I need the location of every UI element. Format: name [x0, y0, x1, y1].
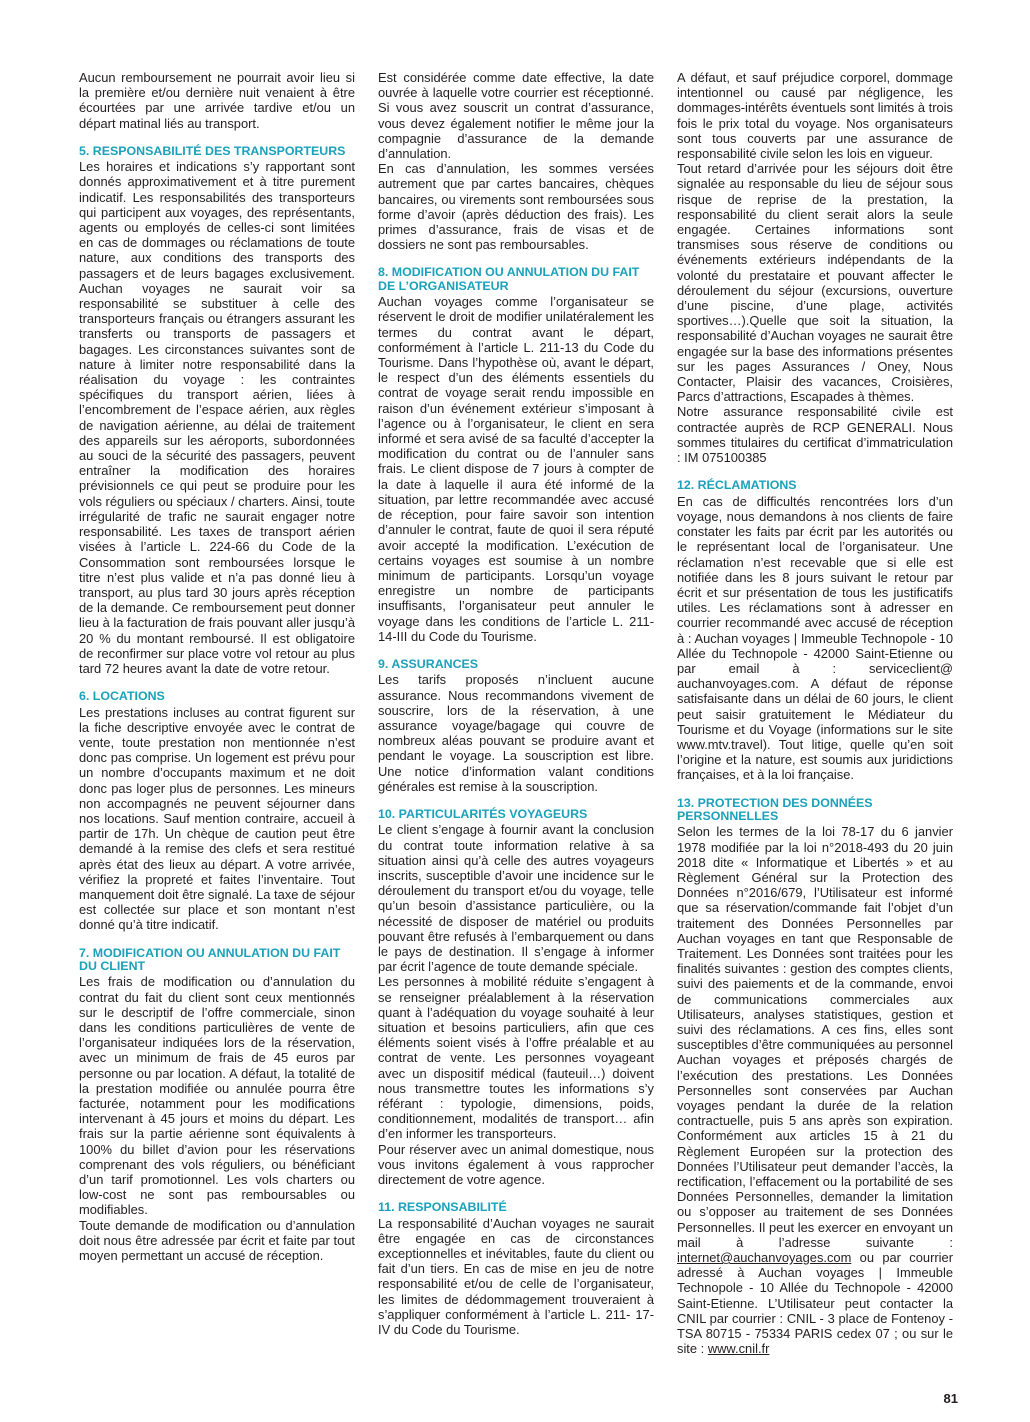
paragraph: La responsabilité d’Auchan voyages ne saurait être engagée en cas de circonstances exceptionnelles et inévitables, faute du client ou fait d’un tiers. En cas de mise en jeu de notre responsabilité et/ou de celle de l’organisateur, les limites de dédommagement trouveraient à s’appliquer conformément à l’article L. 211- 17-IV du Code du Tourisme. [378, 1215, 654, 1338]
cnil-link[interactable]: www.cnil.fr [707, 1341, 770, 1357]
paragraph: En cas d’annulation, les sommes versées autrement que par cartes bancaires, chèques bancaires, ou virements sont remboursées sous forme d’avoir (après déduction des frais). Les primes d’assurance, frais de visas et de dossiers ne sont pas remboursables. [378, 161, 654, 253]
paragraph: Auchan voyages comme l’organisateur se réservent le droit de modifier unilatéralement les termes du contrat avant le départ, conformément à l’article L. 211-13 du Code du Tourisme. Dans l’hypothèse où, avant le départ, le respect d’un des éléments essentiels du contrat de voyage serait rendu impossible en raison d’un événement extérieur s’imposant à l’agence ou à l’organisateur, le client en sera informé et sera avisé de sa faculté d’accepter la modification du contrat ou de l’annuler sans frais. Le client dispose de 7 jours à compter de la date à laquelle il aura été informé de la situation, par lettre recommandée avec accusé de réception, pour faire savoir son intention d’annuler le contrat, faute de quoi il sera réputé avoir accepté la modification. L’exécution de certains voyages est soumise à un nombre minimum de participants. Lorsqu’un voyage enregistre un nombre de participants insuffisants, l’organisateur peut annuler le voyage dans les conditions de l’article L. 211-14-III du Code du Tourisme. [378, 294, 654, 644]
column-1 [79, 70, 355, 1263]
section-title-13: 13. PROTECTION DES DONNÉES PERSONNELLES [677, 795, 873, 823]
paragraph: Aucun remboursement ne pourrait avoir lieu si la première et/ou dernière nuit venaient à être écourtées par une arrivée tardive et/ou un départ matinal liés au transport. [79, 70, 355, 131]
section-title-5: 5. RESPONSABILITÉ DES TRANSPORTEURS [79, 143, 346, 158]
section-title-9: 9. ASSURANCES [378, 656, 479, 671]
paragraph-data-protection [677, 824, 953, 1356]
column-2 [378, 70, 654, 1337]
text: ou par courrier adressé à Auchan voyages | Immeuble Technopole - 10 Allée du Technopole - 42000 Saint-Etienne. L’Utilisateur peut contacter la CNIL par courrier : CNIL - 3 place de Fontenoy - TSA 80715 - 75334 PARIS cedex 07 ; ou sur le site : [677, 1250, 953, 1357]
paragraph: Notre assurance responsabilité civile est contractée auprès de RCP GENERALI. Nous sommes titulaires du certificat d’immatriculation : IM 075100385 [677, 404, 953, 466]
paragraph: Est considérée comme date effective, la date ouvrée à laquelle votre courrier est réceptionné. Si vous avez souscrit un contrat d’assurance, vous devez également notifier le même jour la compagnie d’assurance de la demande d’annulation. [378, 70, 654, 162]
paragraph: Les tarifs proposés n’incluent aucune assurance. Nous recommandons vivement de souscrire, lors de la réservation, à une assurance voyage/bagage qui couvre de nombreux aléas pouvant se produire avant et pendant le voyage. La souscription est libre. Une notice d’information valant conditions générales est remise à la souscription. [378, 672, 654, 794]
paragraph: Les personnes à mobilité réduite s’engagent à se renseigner préalablement à la réservation quant à l’adéquation du voyage souhaité à leur situation et besoins particuliers, afin que ces éléments soient visés à l’offre préalable et au contrat de vente. Les personnes voyageant avec un dispositif médical (fauteuil…) doivent nous transmettre toutes les informations s’y référant : typologie, dimensions, poids, conditionnement, modalités de transport… afin d’en informer les transporteurs. [378, 974, 654, 1142]
section-title-11: 11. RESPONSABILITÉ [378, 1200, 507, 1215]
section-title-10: 10. PARTICULARITÉS VOYAGEURS [378, 806, 588, 821]
section-title-6: 6. LOCATIONS [79, 689, 165, 704]
email-link[interactable]: internet@auchanvoyages.com [677, 1250, 852, 1266]
paragraph: Les prestations incluses au contrat figurent sur la fiche descriptive envoyée avec le contrat de vente, toute prestation non mentionnée n’est donc pas comprise. Un logement est prévu pour un nombre d’occupants maximum et ne doit donc pas loger plus de personnes. Les mineurs non accompagnés ne peuvent séjourner dans nos locations. Sauf mention contraire, accueil à partir de 17h. Un chèque de caution peut être demandé à la remise des clefs et sera restitué après état des lieux au départ. A votre arrivée, vérifiez la propreté et faites l’inventaire. Tout manquement doit être signalé. La taxe de séjour est collectée sur place et son montant n’est donné qu’à titre indicatif. [79, 704, 355, 933]
paragraph: Tout retard d’arrivée pour les séjours doit être signalée au responsable du lieu de séjour sous risque de reprise de la prestation, la responsabilité du client serait alors la seule engagée. Certaines informations sont transmises sous réserve de conditions ou événements extérieurs indépendants de la volonté du prestataire et pouvant affecter le déroulement du séjour (excursions, ouverture d’une piscine, d’une plage, activités sportives…).Quelle que soit la situation, la responsabilité d’Auchan voyages ne saurait être engagée sur la base des informations présentes sur les pages Assurances / Oney, Nous Contacter, Plaisir des vacances, Croisières, Parcs d’attractions, Escapades à thèmes. [677, 161, 953, 405]
section-title-8: 8. MODIFICATION OU ANNULATION DU FAIT DE L’ORGANISATEUR [378, 265, 640, 293]
paragraph: Toute demande de modification ou d’annulation doit nous être adressée par écrit et faite par tout moyen permettant un accusé de réception. [79, 1217, 355, 1264]
column-3 [677, 70, 953, 1356]
text: Selon les termes de la loi 78-17 du 6 janvier 1978 modifiée par la loi n°2018-493 du 20 juin 2018 dite « Informatique et Libertés » et au Règlement Général sur la Protection des Données n°2016/679, l’Utilisateur est informé que sa réservation/commande fait l’objet d’un traitement des Données Personnelles par Auchan voyages en tant que Responsable de Traitement. Les Données sont traitées pour les finalités suivantes : gestion des comptes clients, suivi des paiements et de la commande, envoi de communications commerciales aux Utilisateurs, analyses statistiques, gestion et suivi des réclamations. A ces fins, elles sont susceptibles d’être communiquées au personnel Auchan voyages et préposés chargés de l’exécution des prestations. Les Données Personnelles sont conservées par Auchan voyages pendant la durée de la relation contractuelle, puis 5 ans après son expiration. Conformément aux articles 15 à 21 du Règlement Européen sur la protection des Données l’Utilisateur peut demander l’accès, la rectification, l’effacement ou la portabilité de ses Données Personnelles, demander la limitation ou s’opposer au traitement de ses Données Personnelles. Il peut les exercer en envoyant un mail à l’adresse suivante : [677, 824, 953, 1250]
section-title-12: 12. RÉCLAMATIONS [677, 478, 797, 493]
paragraph: Les horaires et indications s’y rapportant sont donnés approximativement et à titre purement indicatif. Les responsabilités des transporteurs qui participent aux voyages, des représentants, agents ou employés de celles-ci sont limitées en cas de dommages ou réclamations de toute nature, aux conditions des transports des passagers et de leurs bagages exclusivement. Auchan voyages ne saurait voir sa responsabilité se substituer à celle des transporteurs français ou étrangers assurant les transferts ou transports de passagers et bagages. Les circonstances suivantes sont de nature à limiter notre responsabilité dans la réalisation du voyage : les contraintes spécifiques du transport aérien, liées à l’encombrement de l’espace aérien, aux règles de navigation aérienne, au délai de traitement des appareils sur les aéroports, subordonnées au souci de la sécurité des passagers, peuvent entraîner la modification des horaires prévisionnels ce qui peut se produire pour les vols réguliers ou spéciaux / charters. Ainsi, toute irrégularité de trafic ne saurait engager notre responsabilité. Les taxes de transport aérien visées à l’article L. 224-66 du Code de la Consommation sont remboursées lorsque le titre n’est plus valide et n’a pas donné lieu à transport, au plus tard 30 jours après réception de la demande. Ce remboursement peut donner lieu à la facturation de frais pouvant aller jusqu’à 20 % du montant remboursé. Il est obligatoire de reconfirmer sur place votre vol retour au plus tard 72 heures avant la date de votre retour. [79, 159, 355, 676]
paragraph: Pour réserver avec un animal domestique, nous vous invitons également à vous rapprocher directement de votre agence. [378, 1141, 654, 1188]
paragraph: Le client s’engage à fournir avant la conclusion du contrat toute information relative à sa situation ainsi qu’à celle des autres voyageurs inscrits, susceptible d’avoir une incidence sur le déroulement du transport et/ou du voyage, telle qu’un besoin d’assistance particulière, ou la nécessité de disposer de matériel ou produits pouvant être refusés à l’embarquement ou dans le pays de destination. Il s’engage à informer par écrit l’agence de toute demande spéciale. [378, 822, 654, 975]
page-number: 81 [943, 1391, 958, 1406]
paragraph: En cas de difficultés rencontrées lors d’un voyage, nous demandons à nos clients de faire constater les faits par écrit par les autorités ou le représentant local de l’organisateur. Une réclamation n’est recevable que si elle est notifiée dans les 8 jours suivant le retour par écrit et sur présentation de tous les justificatifs utiles. Les réclamations sont à adresser en courrier recommandé avec accusé de réception à : Auchan voyages | Immeuble Technopole - 10 Allée du Technopole - 42000 Saint-Etienne ou par email à : serviceclient@ auchanvoyages.com. A défaut de réponse satisfaisante dans un délai de 60 jours, le client peut saisir gratuitement le Médiateur du Tourisme et du Voyage (informations sur le site www.mtv.travel). Tout litige, quelle qu’en soit l’origine et la nature, est soumis aux juridictions françaises, et à la loi française. [677, 493, 953, 783]
paragraph: A défaut, et sauf préjudice corporel, dommage intentionnel ou causé par négligence, les dommages-intérêts éventuels sont limités à trois fois le prix total du voyage. Nos organisateurs sont tous couverts par une assurance de responsabilité civile selon les lois en vigueur. [677, 70, 953, 162]
paragraph: Les frais de modification ou d’annulation du contrat du fait du client sont ceux mentionnés sur le descriptif de l’offre commerciale, sinon dans les conditions particulières de vente de l’organisateur indiquées lors de la réservation, avec un minimum de frais de 45 euros par personne ou par location. A défaut, la totalité de la prestation modifiée ou annulée pourra être facturée, notamment pour les modifications intervenant à 45 jours et moins du départ. Les frais sur la partie aérienne sont équivalents à 100% du billet d’avion pour les réservations comprenant des vols réguliers, ou bénéficiant d’un tarif promotionnel. Les vols charters ou low-cost ne sont pas remboursables ou modifiables. [79, 974, 355, 1218]
section-title-7: 7. MODIFICATION OU ANNULATION DU FAIT DU CLIENT [79, 945, 341, 973]
